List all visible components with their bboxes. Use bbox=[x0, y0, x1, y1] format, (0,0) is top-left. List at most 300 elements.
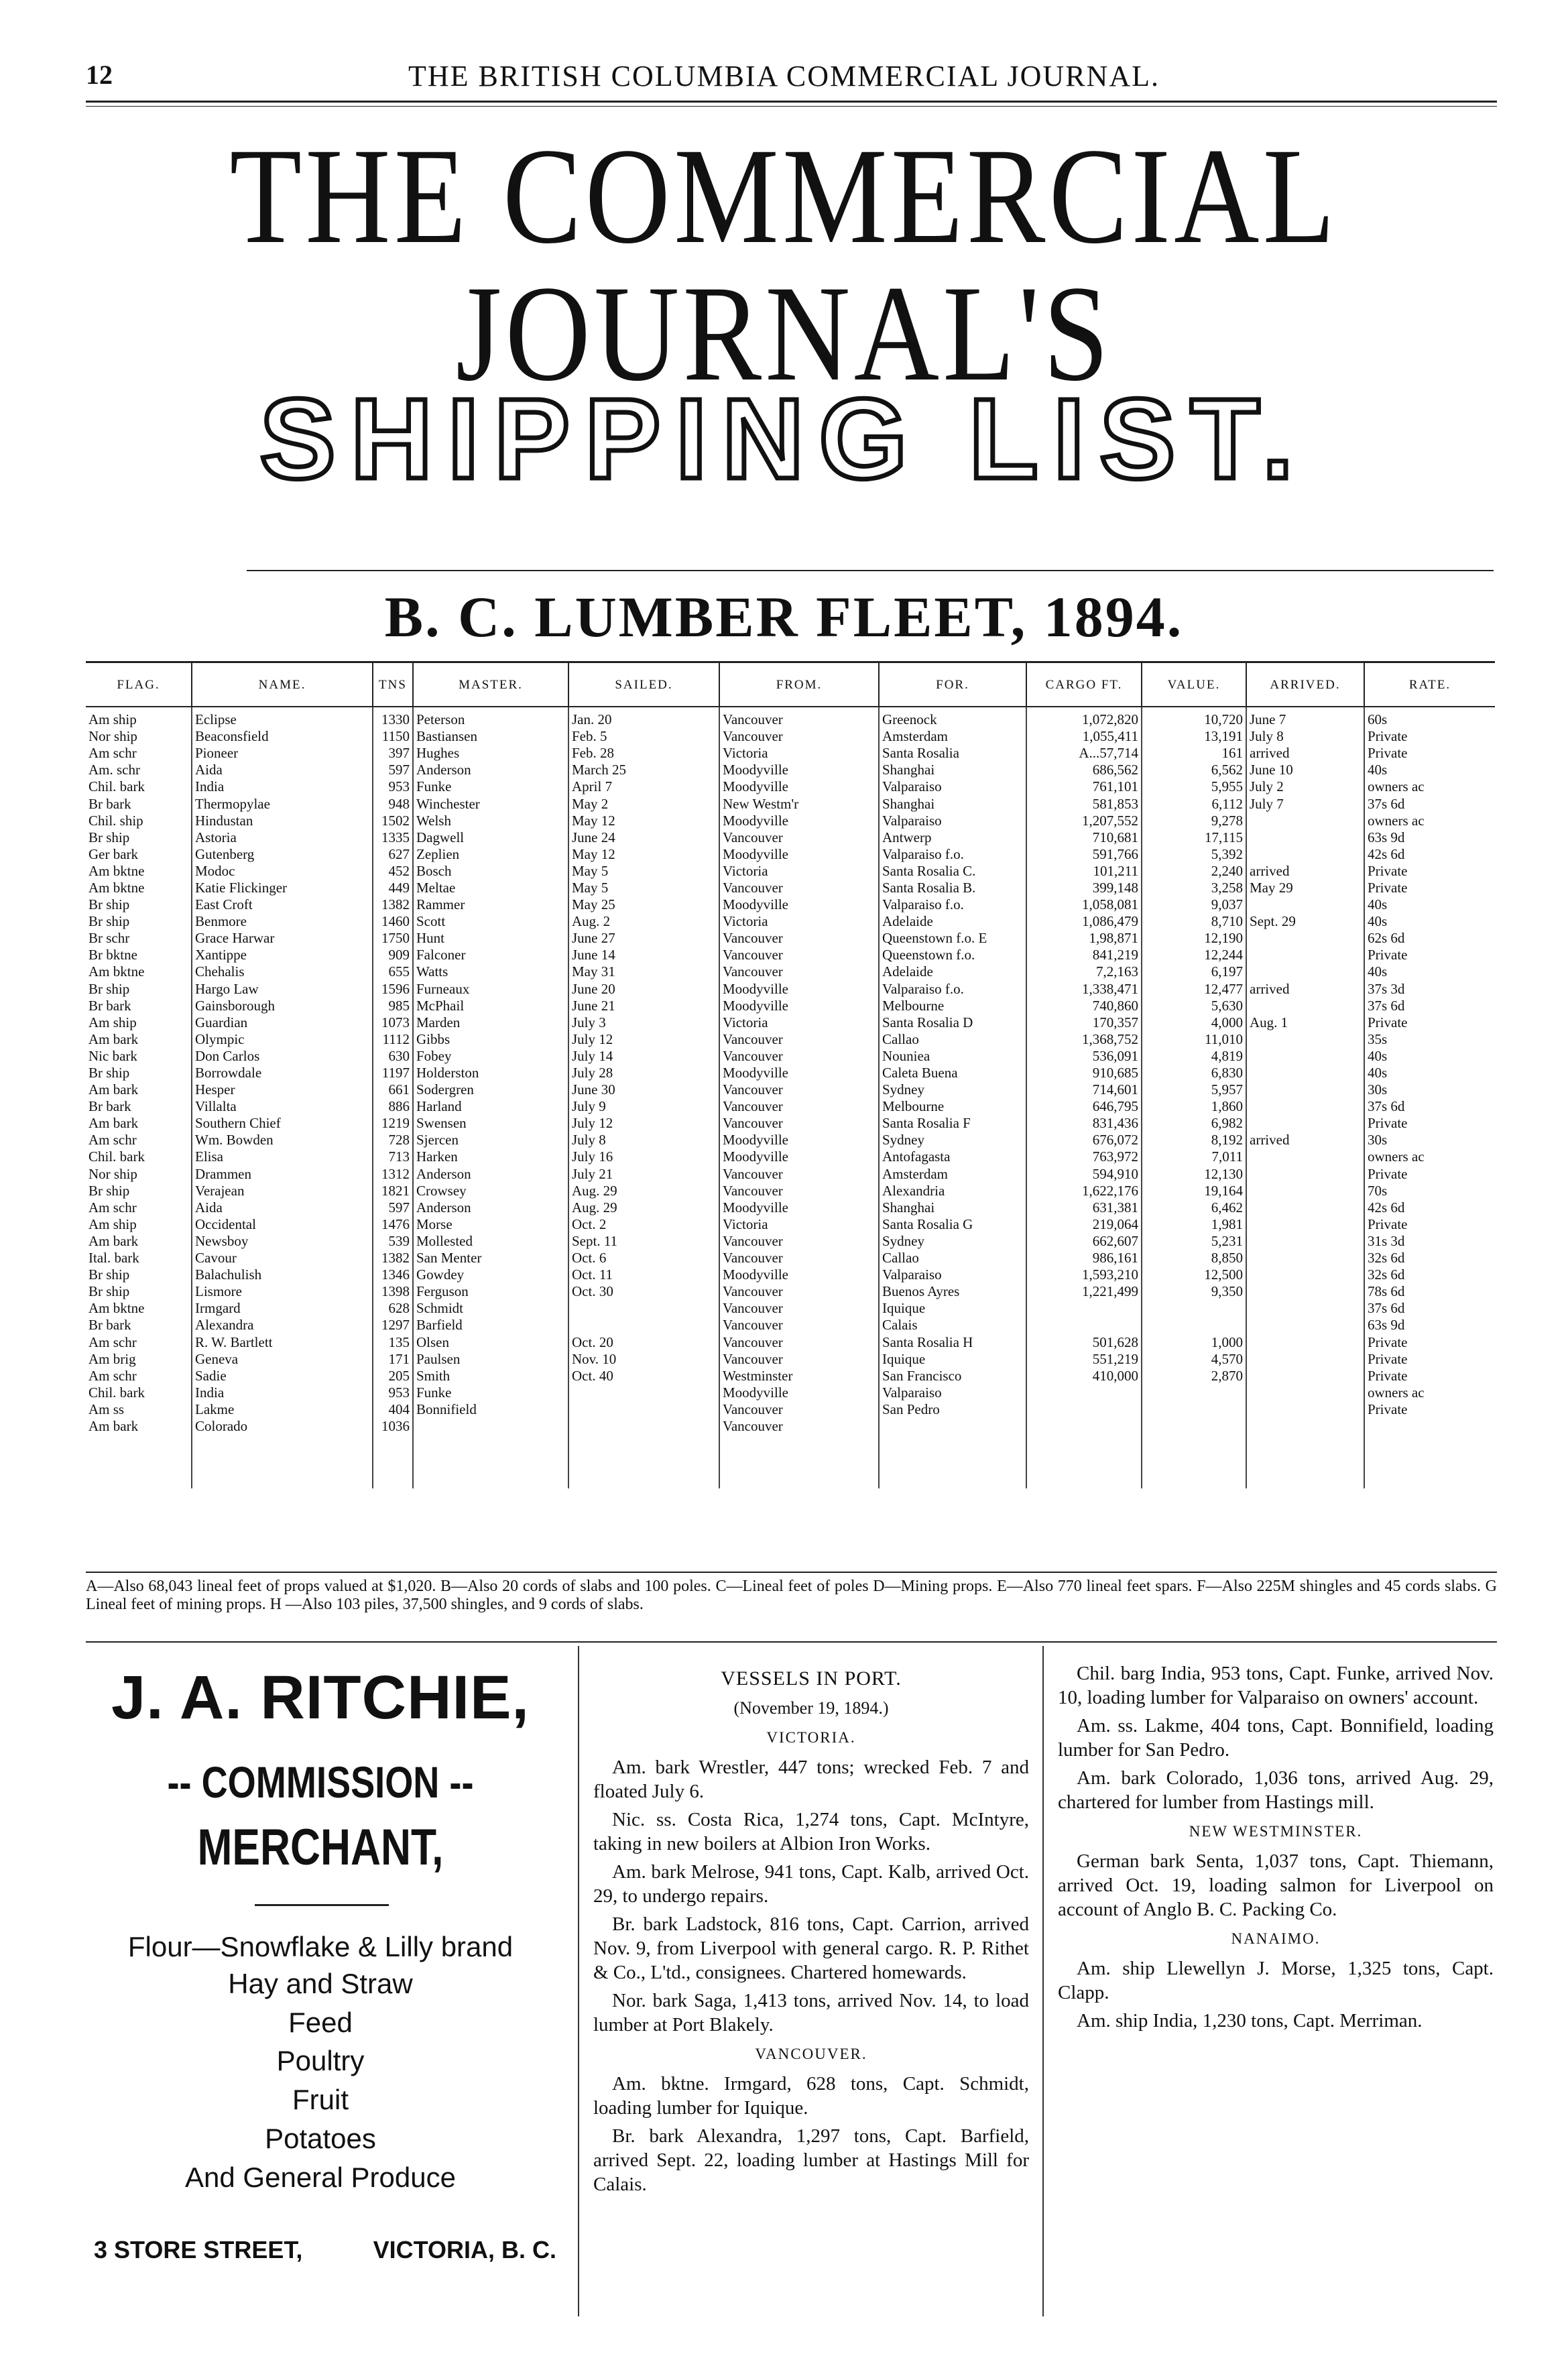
cell-cargo: 219,064 bbox=[1026, 1216, 1142, 1233]
cell-tons: 953 bbox=[373, 778, 413, 795]
cell-value: 3,258 bbox=[1142, 880, 1246, 896]
cell-cargo: 7,2,163 bbox=[1026, 963, 1142, 980]
cell-value: 6,982 bbox=[1142, 1115, 1246, 1132]
table-row bbox=[86, 963, 1495, 980]
cell-name: Borrowdale bbox=[192, 1065, 373, 1081]
cell-arrived bbox=[1246, 1384, 1364, 1401]
vancouver-heading: VANCOUVER. bbox=[755, 2046, 867, 2062]
cell-value: 9,037 bbox=[1142, 896, 1246, 913]
col-arrived: ARRIVED. bbox=[1246, 662, 1364, 707]
cell-master: Sodergren bbox=[413, 1081, 568, 1098]
cell-arrived bbox=[1246, 813, 1364, 829]
cell-cargo: A...57,714 bbox=[1026, 745, 1142, 762]
cell-cargo: 631,381 bbox=[1026, 1199, 1142, 1216]
cell-sailed bbox=[568, 1317, 719, 1334]
cell-for: Amsterdam bbox=[879, 1166, 1026, 1183]
cell-tons: 886 bbox=[373, 1098, 413, 1115]
table-row bbox=[86, 1199, 1495, 1216]
cell-master bbox=[413, 1418, 568, 1435]
header-rule bbox=[86, 101, 1497, 103]
cell-name: Southern Chief bbox=[192, 1115, 373, 1132]
cell-tons: 948 bbox=[373, 795, 413, 812]
cell-from: Vancouver bbox=[719, 930, 879, 947]
table-row bbox=[86, 1334, 1495, 1350]
cell-from: Vancouver bbox=[719, 1418, 879, 1435]
nanaimo-heading: NANAIMO. bbox=[1231, 1930, 1321, 1947]
cell-from: Moodyville bbox=[719, 1199, 879, 1216]
ad-address bbox=[94, 2236, 556, 2264]
cell-from: Victoria bbox=[719, 863, 879, 880]
cell-arrived bbox=[1246, 947, 1364, 963]
cell-arrived: Aug. 1 bbox=[1246, 1014, 1364, 1031]
cell-sailed bbox=[568, 1435, 719, 1488]
cell-arrived bbox=[1246, 1368, 1364, 1384]
cell-tons: 655 bbox=[373, 963, 413, 980]
cell-rate: 40s bbox=[1364, 1048, 1495, 1065]
cell-rate: owners ac bbox=[1364, 1148, 1495, 1165]
cell-value: 4,819 bbox=[1142, 1048, 1246, 1065]
cell-value: 1,000 bbox=[1142, 1334, 1246, 1350]
cell-flag: Nic bark bbox=[88, 1047, 137, 1064]
table-row bbox=[86, 829, 1495, 846]
cell-sailed: May 25 bbox=[568, 896, 719, 913]
cell-master: Bastiansen bbox=[413, 728, 568, 745]
cell-cargo: 831,436 bbox=[1026, 1115, 1142, 1132]
cell-flag: Br bark bbox=[88, 1098, 131, 1115]
cell-for: Melbourne bbox=[879, 998, 1026, 1014]
table-row bbox=[86, 1300, 1495, 1317]
cell-master: Hunt bbox=[413, 930, 568, 947]
cell-rate: 37s 3d bbox=[1364, 981, 1495, 998]
cell-from: Vancouver bbox=[719, 1081, 879, 1098]
cell-name: Hargo Law bbox=[192, 981, 373, 998]
table-row bbox=[86, 1031, 1495, 1048]
cell-from: Westminster bbox=[719, 1368, 879, 1384]
cell-arrived bbox=[1246, 896, 1364, 913]
table-row bbox=[86, 1166, 1495, 1183]
cell-flag: Am. schr bbox=[88, 762, 140, 778]
cell-tons: 661 bbox=[373, 1081, 413, 1098]
cell-value: 8,192 bbox=[1142, 1132, 1246, 1148]
cell-flag: Ital. bark bbox=[88, 1250, 139, 1266]
cell-from: Vancouver bbox=[719, 1048, 879, 1065]
ad-product-poultry: Poultry bbox=[276, 2045, 365, 2076]
cell-for: Iquique bbox=[879, 1300, 1026, 1317]
cell-arrived bbox=[1246, 1148, 1364, 1165]
cell-arrived: June 10 bbox=[1246, 762, 1364, 778]
vessel-entry: Br. bark Alexandra, 1,297 tons, Capt. Barfield, arrived Sept. 22, loading lumber at Hastings Mill for Calais. bbox=[593, 2125, 1029, 2195]
col-cargo: CARGO FT. bbox=[1026, 662, 1142, 707]
cell-rate: 42s 6d bbox=[1364, 846, 1495, 863]
page-title: THE COMMERCIAL JOURNAL'S bbox=[229, 120, 1339, 410]
cell-master: Mollested bbox=[413, 1233, 568, 1250]
cell-from: Moodyville bbox=[719, 1148, 879, 1165]
cell-for: Santa Rosalia B. bbox=[879, 880, 1026, 896]
cell-from: Vancouver bbox=[719, 1115, 879, 1132]
cell-flag: Br ship bbox=[88, 1283, 130, 1300]
table-row bbox=[86, 1351, 1495, 1368]
cell-tons: 449 bbox=[373, 880, 413, 896]
cell-arrived bbox=[1246, 1048, 1364, 1065]
cell-for: Nouniea bbox=[879, 1048, 1026, 1065]
cell-cargo: 536,091 bbox=[1026, 1048, 1142, 1065]
cell-rate: Private bbox=[1364, 1115, 1495, 1132]
cell-flag: Am ship bbox=[88, 1216, 137, 1232]
cell-from: Victoria bbox=[719, 1014, 879, 1031]
cell-rate: Private bbox=[1364, 947, 1495, 963]
cell-value: 1,981 bbox=[1142, 1216, 1246, 1233]
table-row bbox=[86, 1266, 1495, 1283]
col-from: FROM. bbox=[719, 662, 879, 707]
cell-for: Sydney bbox=[879, 1132, 1026, 1148]
col-master: MASTER. bbox=[413, 662, 568, 707]
cell-flag: Am schr bbox=[88, 1334, 137, 1350]
vessel-entry: Br. bark Ladstock, 816 tons, Capt. Carrion, arrived Nov. 9, from Liverpool with general cargo. R. P. Rithet & Co., L'td., consignees. Chartered homewards. bbox=[593, 1913, 1029, 1983]
cell-for: Sydney bbox=[879, 1081, 1026, 1098]
table-row bbox=[86, 1048, 1495, 1065]
cell-master: Olsen bbox=[413, 1334, 568, 1350]
cell-sailed: Oct. 6 bbox=[568, 1250, 719, 1266]
cell-cargo bbox=[1026, 1418, 1142, 1435]
cell-value: 4,000 bbox=[1142, 1014, 1246, 1031]
vessel-entry: Am. ship India, 1,230 tons, Capt. Merriman. bbox=[1077, 2010, 1423, 2031]
cell-arrived bbox=[1246, 1031, 1364, 1048]
table-bottom-rule bbox=[86, 1572, 1497, 1573]
cell-value: 7,011 bbox=[1142, 1148, 1246, 1165]
cell-master: Rammer bbox=[413, 896, 568, 913]
table-row bbox=[86, 1435, 1495, 1488]
cell-name: Beaconsfield bbox=[192, 728, 373, 745]
cell-tons: 539 bbox=[373, 1233, 413, 1250]
cell-master: Crowsey bbox=[413, 1183, 568, 1199]
cell-from: Vancouver bbox=[719, 1283, 879, 1300]
table-row bbox=[86, 1283, 1495, 1300]
victoria-heading: VICTORIA. bbox=[766, 1729, 856, 1746]
cell-rate: 78s 6d bbox=[1364, 1283, 1495, 1300]
cell-for: Caleta Buena bbox=[879, 1065, 1026, 1081]
cell-flag: Br ship bbox=[88, 980, 130, 997]
cell-master: Harland bbox=[413, 1098, 568, 1115]
cell-master: Funke bbox=[413, 1384, 568, 1401]
cell-rate: Private bbox=[1364, 1334, 1495, 1350]
cell-name: Villalta bbox=[192, 1098, 373, 1115]
cell-master: Furneaux bbox=[413, 981, 568, 998]
cell-for: Valparaiso f.o. bbox=[879, 981, 1026, 998]
cell-from: Vancouver bbox=[719, 1233, 879, 1250]
cell-flag: Am bark bbox=[88, 1115, 139, 1132]
cell-tons: 397 bbox=[373, 745, 413, 762]
table-row bbox=[86, 913, 1495, 930]
cell-name: R. W. Bartlett bbox=[192, 1334, 373, 1350]
cell-value: 1,860 bbox=[1142, 1098, 1246, 1115]
vessel-entry: Am. bktne. Irmgard, 628 tons, Capt. Schmidt, loading lumber for Iquique. bbox=[593, 2073, 1029, 2119]
cell-cargo: 761,101 bbox=[1026, 778, 1142, 795]
table-row bbox=[86, 880, 1495, 896]
cell-name: Cavour bbox=[192, 1250, 373, 1266]
cell-tons: 1219 bbox=[373, 1115, 413, 1132]
fleet-heading: B. C. LUMBER FLEET, 1894. bbox=[384, 585, 1184, 649]
cell-master: Hughes bbox=[413, 745, 568, 762]
cell-value: 12,500 bbox=[1142, 1266, 1246, 1283]
cell-cargo: 1,368,752 bbox=[1026, 1031, 1142, 1048]
cell-for: Valparaiso f.o. bbox=[879, 896, 1026, 913]
cell-master: Ferguson bbox=[413, 1283, 568, 1300]
cell-cargo: 646,795 bbox=[1026, 1098, 1142, 1115]
cell-arrived bbox=[1246, 1250, 1364, 1266]
cell-value: 6,462 bbox=[1142, 1199, 1246, 1216]
cell-value bbox=[1142, 1401, 1246, 1418]
cell-name: Occidental bbox=[192, 1216, 373, 1233]
cell-tons: 171 bbox=[373, 1351, 413, 1368]
cell-rate: 70s bbox=[1364, 1183, 1495, 1199]
cell-sailed: April 7 bbox=[568, 778, 719, 795]
cell-rate: Private bbox=[1364, 1368, 1495, 1384]
cell-flag: Br ship bbox=[88, 1266, 130, 1283]
vessel-entry: Am. bark Colorado, 1,036 tons, arrived Aug. 29, chartered for lumber from Hastings mill. bbox=[1058, 1767, 1494, 1813]
cell-for: Callao bbox=[879, 1250, 1026, 1266]
cell-for: Santa Rosalia C. bbox=[879, 863, 1026, 880]
cell-value: 4,570 bbox=[1142, 1351, 1246, 1368]
cell-name: Pioneer bbox=[192, 745, 373, 762]
cell-flag: Nor ship bbox=[88, 1165, 137, 1182]
cell-from: Moodyville bbox=[719, 1065, 879, 1081]
cell-arrived: July 7 bbox=[1246, 795, 1364, 812]
cell-sailed: June 27 bbox=[568, 930, 719, 947]
cell-rate: 40s bbox=[1364, 913, 1495, 930]
cell-for: Callao bbox=[879, 1031, 1026, 1048]
cell-for: Iquique bbox=[879, 1351, 1026, 1368]
cell-from: Victoria bbox=[719, 745, 879, 762]
table-footnotes: A—Also 68,043 lineal feet of props valued at $1,020. B—Also 20 cords of slabs and 100 poles. C—Lineal feet of poles D—Mining props. E—Also 770 lineal feet spars. F—Also 225M shingles and 45 cords slabs. G Lineal feet of mining props. H —Also 103 piles, 37,500 shingles, and 9 cords of slabs. bbox=[86, 1578, 1497, 1613]
cell-master: Winchester bbox=[413, 795, 568, 812]
ad-commission: -- COMMISSION -- bbox=[167, 1757, 474, 1807]
cell-sailed: Nov. 10 bbox=[568, 1351, 719, 1368]
ad-product-fruit: Fruit bbox=[292, 2084, 349, 2115]
cell-name: Hindustan bbox=[192, 813, 373, 829]
cell-cargo bbox=[1026, 1435, 1142, 1488]
cell-cargo bbox=[1026, 1300, 1142, 1317]
cell-rate: Private bbox=[1364, 1401, 1495, 1418]
col-tons: TNS bbox=[373, 662, 413, 707]
cell-arrived bbox=[1246, 1065, 1364, 1081]
ad-product-flour: Flour—Snowflake & Lilly brand bbox=[127, 1931, 514, 1962]
cell-arrived bbox=[1246, 1166, 1364, 1183]
cell-flag: Chil. bark bbox=[88, 1148, 145, 1165]
cell-arrived bbox=[1246, 1418, 1364, 1435]
cell-tons: 1297 bbox=[373, 1317, 413, 1334]
cell-flag: Br bark bbox=[88, 1317, 131, 1334]
table-row bbox=[86, 1081, 1495, 1098]
cell-arrived bbox=[1246, 1183, 1364, 1199]
cell-cargo: 740,860 bbox=[1026, 998, 1142, 1014]
cell-cargo: 101,211 bbox=[1026, 863, 1142, 880]
table-row bbox=[86, 947, 1495, 963]
cell-for: Calais bbox=[879, 1317, 1026, 1334]
cell-for: Greenock bbox=[879, 707, 1026, 728]
cell-from: Vancouver bbox=[719, 829, 879, 846]
cell-tons: 1821 bbox=[373, 1183, 413, 1199]
cell-value: 13,191 bbox=[1142, 728, 1246, 745]
cell-from: Moodyville bbox=[719, 981, 879, 998]
cell-master: Dagwell bbox=[413, 829, 568, 846]
cell-tons: 1346 bbox=[373, 1266, 413, 1283]
cell-name: Wm. Bowden bbox=[192, 1132, 373, 1148]
cell-from: Vancouver bbox=[719, 1351, 879, 1368]
cell-name: Newsboy bbox=[192, 1233, 373, 1250]
cell-master: Welsh bbox=[413, 813, 568, 829]
cell-master: Bosch bbox=[413, 863, 568, 880]
cell-name: India bbox=[192, 778, 373, 795]
cell-arrived: Sept. 29 bbox=[1246, 913, 1364, 930]
cell-value: 12,244 bbox=[1142, 947, 1246, 963]
cell-value: 5,231 bbox=[1142, 1233, 1246, 1250]
cell-flag: Br bark bbox=[88, 795, 131, 812]
cell-flag: Am schr bbox=[88, 1199, 137, 1216]
cell-sailed: Oct. 20 bbox=[568, 1334, 719, 1350]
cell-rate: 32s 6d bbox=[1364, 1250, 1495, 1266]
cell-rate: Private bbox=[1364, 1351, 1495, 1368]
cell-value: 5,957 bbox=[1142, 1081, 1246, 1098]
cell-value bbox=[1142, 1435, 1246, 1488]
cell-sailed: Feb. 28 bbox=[568, 745, 719, 762]
col-value: VALUE. bbox=[1142, 662, 1246, 707]
cell-arrived bbox=[1246, 1300, 1364, 1317]
cell-flag: Br ship bbox=[88, 1065, 130, 1081]
cell-tons: 728 bbox=[373, 1132, 413, 1148]
cell-rate: owners ac bbox=[1364, 778, 1495, 795]
cell-cargo: 170,357 bbox=[1026, 1014, 1142, 1031]
cell-sailed: July 12 bbox=[568, 1115, 719, 1132]
cell-rate: Private bbox=[1364, 1216, 1495, 1233]
table-row bbox=[86, 1216, 1495, 1233]
cell-sailed: July 16 bbox=[568, 1148, 719, 1165]
cell-name: Alexandra bbox=[192, 1317, 373, 1334]
cell-for: Shanghai bbox=[879, 1199, 1026, 1216]
cell-cargo: 581,853 bbox=[1026, 795, 1142, 812]
cell-master: San Menter bbox=[413, 1250, 568, 1266]
cell-tons: 627 bbox=[373, 846, 413, 863]
cell-arrived: May 29 bbox=[1246, 880, 1364, 896]
col-flag: FLAG. bbox=[86, 662, 192, 707]
cell-value: 12,477 bbox=[1142, 981, 1246, 998]
cell-master: Funke bbox=[413, 778, 568, 795]
cell-arrived bbox=[1246, 998, 1364, 1014]
table-row bbox=[86, 1250, 1495, 1266]
table-row bbox=[86, 1418, 1495, 1435]
vessel-entry: German bark Senta, 1,037 tons, Capt. Thiemann, arrived Oct. 19, loading salmon for Liverpool on account of Anglo B. C. Packing Co. bbox=[1058, 1850, 1494, 1920]
cell-from: Vancouver bbox=[719, 1250, 879, 1266]
cell-for: Adelaide bbox=[879, 963, 1026, 980]
cell-master: Sjercen bbox=[413, 1132, 568, 1148]
col-for: FOR. bbox=[879, 662, 1026, 707]
cell-cargo: 1,593,210 bbox=[1026, 1266, 1142, 1283]
cell-name: Sadie bbox=[192, 1368, 373, 1384]
cell-cargo: 910,685 bbox=[1026, 1065, 1142, 1081]
cell-sailed: June 21 bbox=[568, 998, 719, 1014]
cell-sailed: March 25 bbox=[568, 762, 719, 778]
cell-rate: 35s bbox=[1364, 1031, 1495, 1048]
cell-for: Valparaiso bbox=[879, 1266, 1026, 1283]
cell-sailed: Aug. 29 bbox=[568, 1199, 719, 1216]
cell-cargo: 1,622,176 bbox=[1026, 1183, 1142, 1199]
cell-for: Valparaiso bbox=[879, 1384, 1026, 1401]
cell-name: Eclipse bbox=[192, 707, 373, 728]
cell-flag: Am bark bbox=[88, 1417, 139, 1434]
cell-sailed: Oct. 40 bbox=[568, 1368, 719, 1384]
cell-rate: Private bbox=[1364, 880, 1495, 896]
cell-rate: 40s bbox=[1364, 762, 1495, 778]
vessel-entry: Chil. barg India, 953 tons, Capt. Funke, arrived Nov. 10, loading lumber for Valparaiso on owners' account. bbox=[1058, 1663, 1494, 1708]
cell-flag: Br bktne bbox=[88, 947, 137, 963]
vessels-date: (November 19, 1894.) bbox=[733, 1698, 889, 1718]
cell-cargo: 763,972 bbox=[1026, 1148, 1142, 1165]
cell-from: New Westm'r bbox=[719, 795, 879, 812]
cell-arrived bbox=[1246, 1115, 1364, 1132]
table-row bbox=[86, 762, 1495, 778]
cell-name: East Croft bbox=[192, 896, 373, 913]
cell-master: Meltae bbox=[413, 880, 568, 896]
cell-sailed: May 5 bbox=[568, 863, 719, 880]
cell-arrived bbox=[1246, 1266, 1364, 1283]
cell-flag bbox=[86, 1435, 192, 1488]
cell-arrived bbox=[1246, 1081, 1364, 1098]
cell-master: Scott bbox=[413, 913, 568, 930]
vessels-heading: VESSELS IN PORT. bbox=[721, 1667, 902, 1690]
cell-sailed: May 31 bbox=[568, 963, 719, 980]
cell-flag: Br bark bbox=[88, 997, 131, 1014]
cell-for: Shanghai bbox=[879, 762, 1026, 778]
cell-flag: Am schr bbox=[88, 1367, 137, 1384]
cell-flag: Br schr bbox=[88, 930, 130, 947]
cell-from: Moodyville bbox=[719, 998, 879, 1014]
cell-from: Vancouver bbox=[719, 1401, 879, 1418]
cell-arrived bbox=[1246, 1317, 1364, 1334]
cell-arrived bbox=[1246, 1351, 1364, 1368]
vessels-column-1 bbox=[593, 1661, 1029, 2195]
cell-tons: 909 bbox=[373, 947, 413, 963]
cell-name: Colorado bbox=[192, 1418, 373, 1435]
cell-tons: 1750 bbox=[373, 930, 413, 947]
cell-rate: Private bbox=[1364, 728, 1495, 745]
cell-for: Santa Rosalia F bbox=[879, 1115, 1026, 1132]
cell-cargo bbox=[1026, 1401, 1142, 1418]
cell-rate: 40s bbox=[1364, 896, 1495, 913]
cell-sailed: July 28 bbox=[568, 1065, 719, 1081]
cell-arrived bbox=[1246, 1199, 1364, 1216]
cell-rate: 63s 9d bbox=[1364, 1317, 1495, 1334]
cell-value: 12,130 bbox=[1142, 1166, 1246, 1183]
cell-name: Xantippe bbox=[192, 947, 373, 963]
table-row bbox=[86, 1132, 1495, 1148]
table-row bbox=[86, 1384, 1495, 1401]
cell-tons: 713 bbox=[373, 1148, 413, 1165]
table-row bbox=[86, 1014, 1495, 1031]
cell-cargo: 1,338,471 bbox=[1026, 981, 1142, 998]
cell-tons: 1382 bbox=[373, 1250, 413, 1266]
cell-tons: 597 bbox=[373, 1199, 413, 1216]
cell-for: Adelaide bbox=[879, 913, 1026, 930]
cell-tons: 1476 bbox=[373, 1216, 413, 1233]
cell-for: Santa Rosalia H bbox=[879, 1334, 1026, 1350]
cell-for: Valparaiso f.o. bbox=[879, 846, 1026, 863]
cell-sailed: Oct. 2 bbox=[568, 1216, 719, 1233]
cell-from: Vancouver bbox=[719, 1317, 879, 1334]
title-rule bbox=[247, 570, 1494, 571]
cell-flag: Am ship bbox=[88, 711, 137, 728]
ad-merchant: MERCHANT, bbox=[197, 1819, 444, 1876]
cell-arrived bbox=[1246, 846, 1364, 863]
cell-tons: 1398 bbox=[373, 1283, 413, 1300]
